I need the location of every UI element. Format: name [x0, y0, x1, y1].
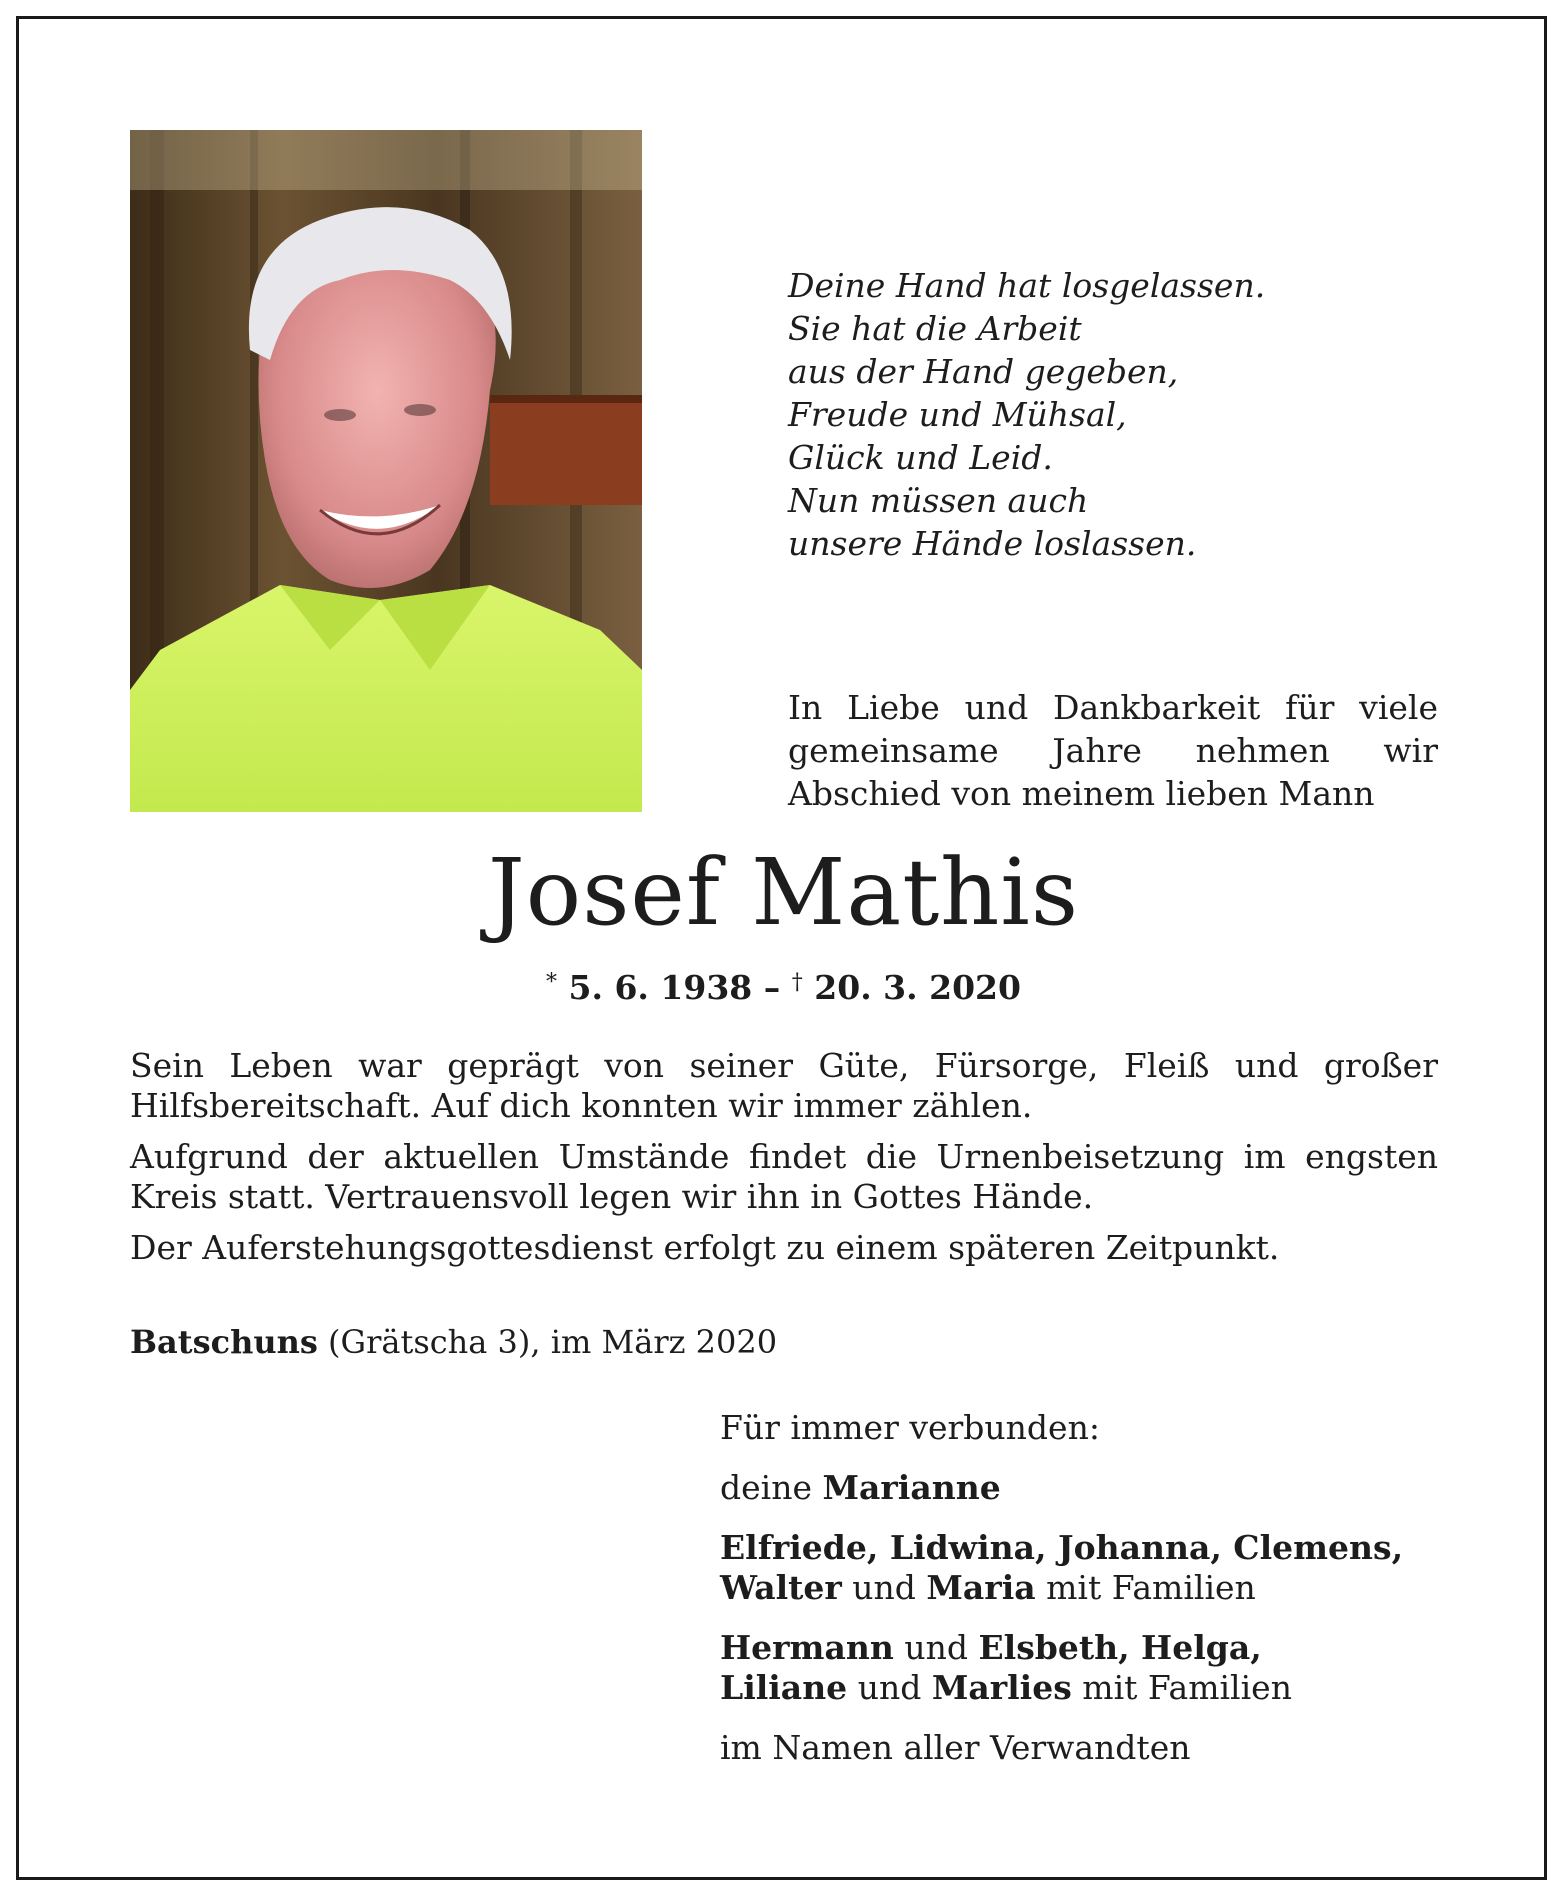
signature-group-1 [720, 1528, 1480, 1608]
group2-name-c: Liliane [720, 1668, 848, 1707]
poem [788, 264, 1488, 565]
date-separator: – [763, 968, 781, 1007]
life-dates [0, 962, 1567, 1009]
body-paragraph: Aufgrund der aktuellen Umstände findet die Urnenbeisetzung im engsten Kreis statt. Vertrauensvoll legen wir ihn in Gottes Hände. [130, 1137, 1438, 1216]
body-text [130, 1046, 1438, 1279]
poem-line: Sie hat die Arbeit [788, 309, 1082, 348]
place-town: Batschuns [130, 1323, 318, 1361]
signature-wife [720, 1468, 1480, 1508]
portrait-photo [130, 130, 642, 812]
group2-suffix: mit Familien [1082, 1668, 1292, 1707]
intro-text: In Liebe und Dankbarkeit für viele gemeinsame Jahre nehmen wir Abschied von meinem lieben Mann [788, 688, 1438, 813]
poem-line: Nun müssen auch [788, 481, 1089, 520]
group1-suffix: mit Familien [1046, 1568, 1256, 1607]
group2-und-2: und [857, 1668, 922, 1707]
group1-names: Elfriede, Lidwina, Johanna, Clemens, [720, 1528, 1404, 1567]
poem-line: unsere Hände loslassen. [788, 524, 1197, 563]
group1-name-a: Walter [720, 1568, 842, 1607]
birth-date: 5. 6. 1938 [568, 968, 753, 1007]
body-paragraph: Der Auferstehungsgottesdienst erfolgt zu einem späteren Zeitpunkt. [130, 1228, 1280, 1267]
poem-line: Deine Hand hat losgelassen. [788, 266, 1266, 305]
place-rest: (Grätscha 3), im März 2020 [328, 1323, 778, 1361]
place-date-line [130, 1322, 777, 1362]
poem-line: Glück und Leid. [788, 438, 1053, 477]
signature-closing: im Namen aller Verwandten [720, 1728, 1191, 1767]
group2-name-d: Marlies [931, 1668, 1072, 1707]
portrait-photo-icon [130, 130, 642, 812]
signature-heading: Für immer verbunden: [720, 1408, 1100, 1447]
signature-block [720, 1408, 1480, 1788]
group2-name-a: Hermann [720, 1628, 894, 1667]
group2-name-b: Elsbeth, Helga, [978, 1628, 1262, 1667]
group1-und: und [852, 1568, 916, 1607]
death-symbol: † [791, 970, 803, 995]
deceased-name: Josef Mathis [487, 839, 1080, 946]
birth-symbol: * [546, 970, 558, 995]
poem-line: aus der Hand gegeben, [788, 352, 1179, 391]
signature-group-2 [720, 1628, 1480, 1708]
wife-name: Marianne [822, 1468, 1001, 1507]
group1-name-b: Maria [926, 1568, 1036, 1607]
wife-prefix: deine [720, 1468, 812, 1507]
poem-line: Freude und Mühsal, [788, 395, 1127, 434]
body-paragraph: Sein Leben war geprägt von seiner Güte, Fürsorge, Fleiß und großer Hilfsbereitschaft. Auf dich konnten wir immer zählen. [130, 1046, 1438, 1125]
group2-und-1: und [904, 1628, 968, 1667]
death-date: 20. 3. 2020 [814, 968, 1021, 1007]
